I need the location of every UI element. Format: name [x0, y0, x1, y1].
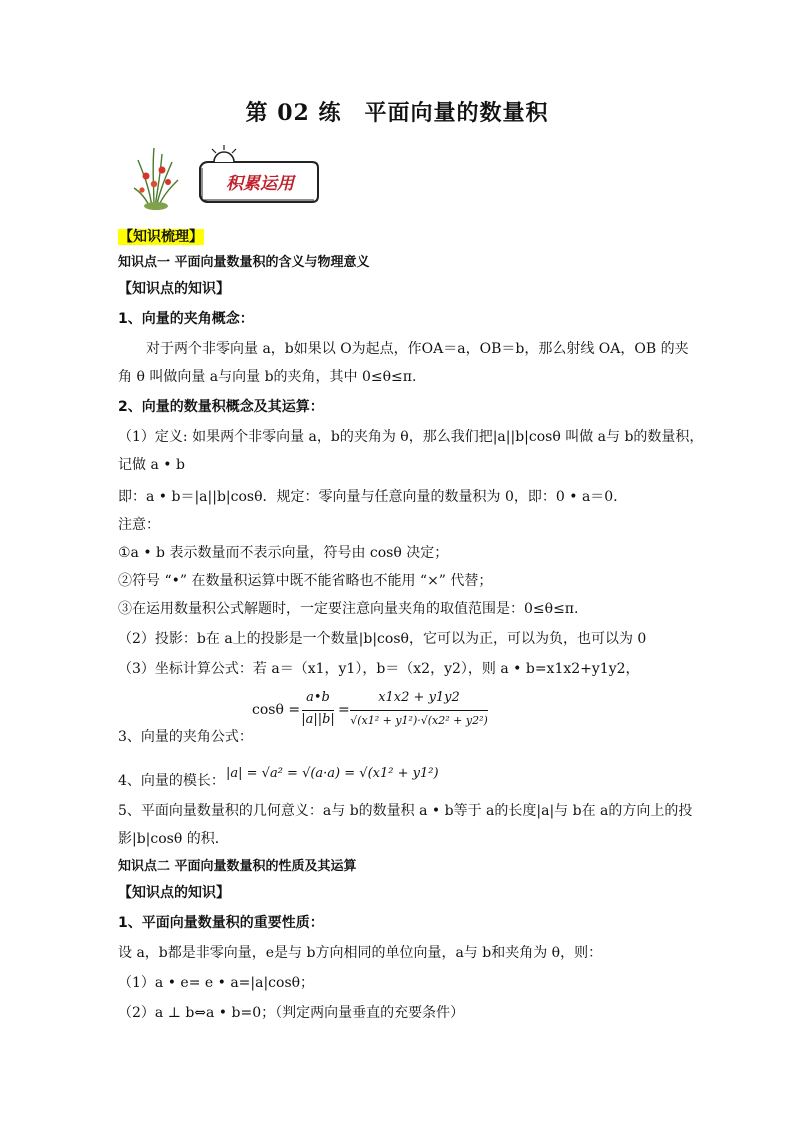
magnitude-formula: |a| = √a² = √(a·a) = √(x1² + y1²) — [226, 766, 439, 781]
note-item: ②符号 “•” 在数量积运算中既不能省略也不能用 “×” 代替； — [118, 573, 493, 589]
plant-badge-icon — [132, 140, 332, 212]
paragraph: 记做 a • b — [118, 457, 185, 473]
knowledge-heading: 【知识点的知识】 — [118, 281, 230, 297]
heading-angle-concept: 1、向量的夹角概念： — [118, 311, 254, 327]
cosine-formula: cosθ = a•b |a||b| = x1x2 + y1y2 √(x1² + y1²)·√(x2² + y2²) — [252, 690, 488, 727]
note-item: ③在运用数量积公式解题时，一定要注意向量夹角的取值范围是：0≤θ≤π. — [118, 601, 579, 617]
knowledge-heading: 【知识点的知识】 — [118, 885, 230, 901]
heading-angle-formula: 3、向量的夹角公式： — [118, 729, 253, 745]
paragraph: 即：a • b＝|a||b|cosθ．规定：零向量与任意向量的数量积为 0，即：0 • a＝0． — [118, 489, 628, 505]
property-item: （2）a ⊥ b⇔a • b=0；（判定两向量垂直的充要条件） — [118, 1005, 465, 1021]
heading-properties: 1、平面向量数量积的重要性质： — [118, 915, 324, 931]
badge-label: 积累运用 — [226, 174, 294, 194]
paragraph: 角 θ 叫做向量 a与向量 b的夹角，其中 0≤θ≤π. — [118, 369, 417, 385]
paragraph: 设 a，b都是非零向量，e是与 b方向相同的单位向量，a与 b和夹角为 θ，则： — [118, 945, 603, 961]
heading-magnitude: 4、向量的模长： — [118, 773, 225, 789]
paragraph: 5、平面向量数量积的几何意义：a与 b的数量积 a • b等于 a的长度|a|与 b在 a的方向上的投 — [118, 803, 693, 819]
heading-dot-product: 2、向量的数量积概念及其运算： — [118, 399, 324, 415]
note-label: 注意： — [118, 517, 160, 533]
paragraph: 影|b|cosθ 的积． — [118, 831, 229, 847]
paragraph: （1）定义: 如果两个非零向量 a，b的夹角为 θ，那么我们把|a||b|cosθ 叫做 a与 b的数量积， — [118, 429, 704, 445]
section-tag: 【知识梳理】 — [119, 229, 203, 245]
property-item: （1）a • e= e • a=|a|cosθ； — [118, 975, 315, 991]
page-title: 第 02 练 平面向量的数量积 — [245, 100, 549, 126]
knowledge-point-1-title: 知识点一 平面向量数量积的含义与物理意义 — [118, 255, 370, 270]
paragraph: （3）坐标计算公式：若 a＝（x1，y1），b＝（x2，y2），则 a • b=x1x2+y1y2， — [118, 661, 640, 677]
note-item: ①a • b 表示数量而不表示向量，符号由 cosθ 决定； — [118, 545, 449, 561]
knowledge-point-2-title: 知识点二 平面向量数量积的性质及其运算 — [118, 859, 357, 874]
paragraph: （2）投影：b在 a上的投影是一个数量|b|cosθ，它可以为正，可以为负，也可以为 0 — [118, 631, 647, 647]
paragraph: 对于两个非零向量 a，b如果以 O为起点，作OA＝a，OB＝b，那么射线 OA，OB 的夹 — [146, 341, 689, 357]
